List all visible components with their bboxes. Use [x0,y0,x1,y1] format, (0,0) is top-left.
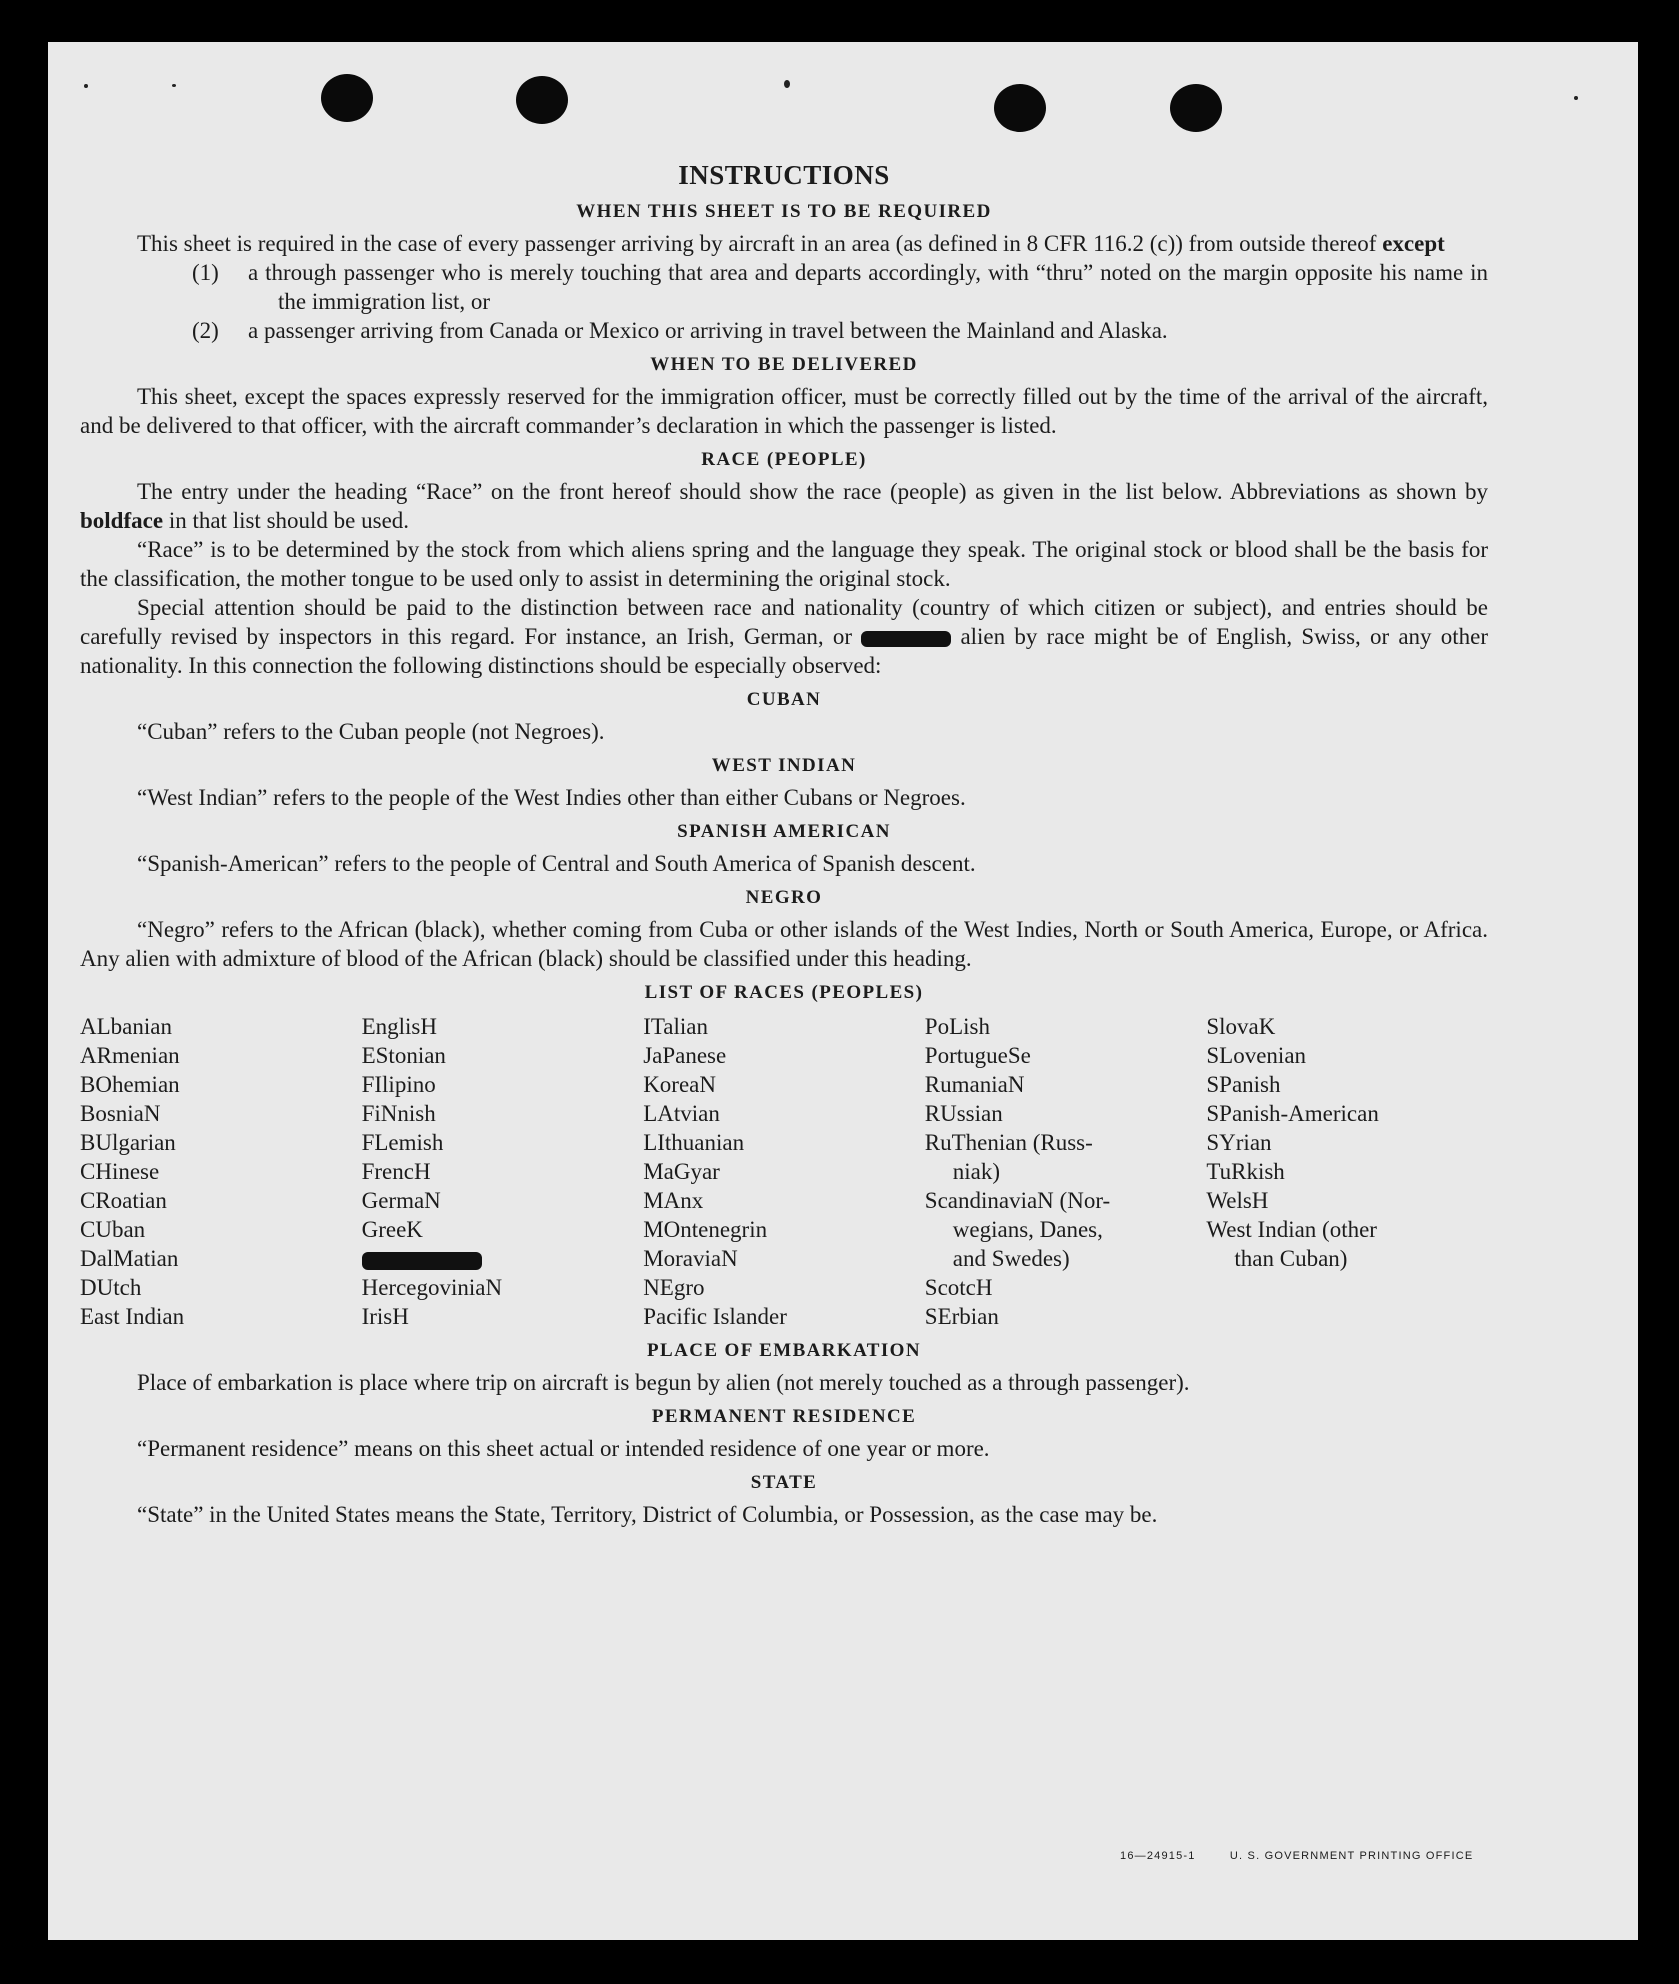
section-heading: PERMANENT RESIDENCE [651,1406,917,1427]
race-entry: MOntenegrin [643,1217,768,1242]
race-entry: BosniaN [80,1101,161,1126]
race-entry: MaGyar [643,1159,720,1184]
race-column [362,1012,644,1331]
race-column [925,1012,1207,1331]
race-list [80,1012,1488,1331]
section-heading: NEGRO [745,887,823,908]
dust-speck [172,84,176,87]
race-entry: West Indian (other [1206,1217,1377,1242]
list-item: (1) a through passenger who is merely touching that area and departs accordingly, with “thru” noted on the margin opposite his name in the immigration list, or [192,260,1488,314]
punch-hole [994,84,1046,132]
race-entry: PoLish [924,1014,990,1039]
race-entry: GreeK [361,1217,423,1242]
race-entry: BOhemian [80,1072,180,1097]
redacted-entry [362,1244,644,1273]
race-entry: NEgro [643,1275,705,1300]
section-heading: CUBAN [746,689,822,710]
race-entry: SLovenian [1206,1043,1307,1068]
race-entry: LAtvian [643,1101,720,1126]
race-entry: FLemish [361,1130,444,1155]
section-heading: LIST OF RACES (PEOPLES) [644,982,924,1003]
paragraph: Special attention should be paid to the distinction between race and nationality (country of which citizen or subject), and entries should be carefully revised by inspectors in this regard. For instance, an Irish, German, or alien by race might be of English, Swiss, or any other nationality. In this connection the following distinctions should be especially observed: [80,595,1489,678]
section-heading: WEST INDIAN [711,755,857,776]
page-title: INSTRUCTIONS [678,160,890,190]
section-heading: RACE (PEOPLE) [701,449,867,470]
race-entry-continuation: than Cuban) [1234,1246,1348,1271]
race-entry: CHinese [80,1159,160,1184]
printer-name: U. S. GOVERNMENT PRINTING OFFICE [1229,1850,1474,1862]
emphasis: except [1382,231,1445,256]
section-heading: WHEN THIS SHEET IS TO BE REQUIRED [576,201,992,222]
race-entry: SlovaK [1206,1014,1276,1039]
paragraph: “West Indian” refers to the people of the West Indies other than either Cubans or Negroes. [137,785,966,810]
race-entry: LIthuanian [643,1130,745,1155]
printer-imprint [1120,1850,1503,1862]
race-entry: RuThenian (Russ- [924,1130,1093,1155]
race-entry: ScotcH [924,1275,993,1300]
list-item: (2) a passenger arriving from Canada or Mexico or arriving in travel between the Mainland and Alaska. [192,318,1168,343]
race-entry: ITalian [643,1014,708,1039]
dust-speck [84,84,88,88]
race-column [1206,1012,1488,1331]
race-entry: Pacific Islander [643,1304,787,1329]
section-heading: SPANISH AMERICAN [677,821,891,842]
race-entry: CUban [80,1217,146,1242]
race-entry: FrencH [361,1159,431,1184]
race-entry-continuation: niak) [952,1159,1001,1184]
race-entry: DalMatian [80,1246,179,1271]
punch-hole [516,76,568,124]
race-entry: GermaN [361,1188,441,1213]
race-column [643,1012,925,1331]
dust-speck [784,80,790,88]
race-entry: SPanish [1206,1072,1281,1097]
paragraph: “Race” is to be determined by the stock from which aliens spring and the language they speak. The original stock or blood shall be the basis for the classification, the mother tongue to be used only to assist in determining the original stock. [80,537,1488,591]
race-entry: WelsH [1206,1188,1269,1213]
race-entry: EStonian [361,1043,446,1068]
race-entry-continuation: and Swedes) [952,1246,1070,1271]
paragraph: “Negro” refers to the African (black), whether coming from Cuba or other islands of the West Indies, North or South America, Europe, or Africa. Any alien with admixture of blood of the African (black) should be classified under this heading. [80,917,1488,971]
paragraph: “Cuban” refers to the Cuban people (not Negroes). [137,719,605,744]
redaction-mark [362,1252,482,1270]
race-entry: HercegoviniaN [361,1275,503,1300]
punch-hole [1170,84,1222,132]
dust-speck [1574,96,1578,100]
race-entry: RumaniaN [924,1072,1025,1097]
race-entry: PortugueSe [924,1043,1031,1068]
race-entry: SErbian [924,1304,999,1329]
race-entry: TuRkish [1206,1159,1285,1184]
race-entry: FiNnish [361,1101,436,1126]
redaction-mark [861,631,951,647]
paragraph: “Spanish-American” refers to the people of Central and South America of Spanish descent. [137,851,976,876]
race-entry: IrisH [361,1304,409,1329]
form-number: 16—24915-1 [1120,1850,1196,1862]
paragraph: The entry under the heading “Race” on the front hereof should show the race (people) as given in the list below. Abbreviations as shown by boldface in that list should be used. [80,479,1488,533]
race-entry: CRoatian [80,1188,167,1213]
race-entry: ARmenian [80,1043,180,1068]
race-entry: ScandinaviaN (Nor- [924,1188,1111,1213]
paragraph: This sheet, except the spaces expressly reserved for the immigration officer, must be correctly filled out by the time of the arrival of the aircraft, and be delivered to that officer, with the aircraft commander’s declaration in which the passenger is listed. [80,384,1488,438]
race-column [80,1012,362,1331]
paragraph: “State” in the United States means the State, Territory, District of Columbia, or Possession, as the case may be. [137,1502,1158,1527]
race-entry: SPanish-American [1206,1101,1379,1126]
race-entry: MAnx [643,1188,704,1213]
document-page [48,42,1638,1940]
race-entry: JaPanese [643,1043,727,1068]
paragraph: “Permanent residence” means on this sheet actual or intended residence of one year or more. [137,1436,990,1461]
race-entry: RUssian [924,1101,1003,1126]
race-entry: MoraviaN [643,1246,738,1271]
race-entry: BUlgarian [80,1130,176,1155]
race-entry: ALbanian [80,1014,172,1039]
section-heading: PLACE OF EMBARKATION [647,1340,921,1361]
race-entry: KoreaN [643,1072,716,1097]
race-entry: FIlipino [361,1072,436,1097]
punch-hole [321,74,373,122]
instructions-body [80,160,1488,1529]
race-entry: EnglisH [361,1014,437,1039]
emphasis: boldface [80,508,164,533]
race-entry: East Indian [80,1304,185,1329]
section-heading: WHEN TO BE DELIVERED [650,354,918,375]
race-entry-continuation: wegians, Danes, [952,1217,1103,1242]
race-entry: SYrian [1206,1130,1272,1155]
paragraph: Place of embarkation is place where trip on aircraft is begun by alien (not merely touched as a through passenger). [137,1370,1190,1395]
paragraph: This sheet is required in the case of every passenger arriving by aircraft in an area (as defined in 8 CFR 116.2 (c)) from outside thereof except [137,231,1445,256]
race-entry: DUtch [80,1275,142,1300]
section-heading: STATE [750,1472,818,1493]
